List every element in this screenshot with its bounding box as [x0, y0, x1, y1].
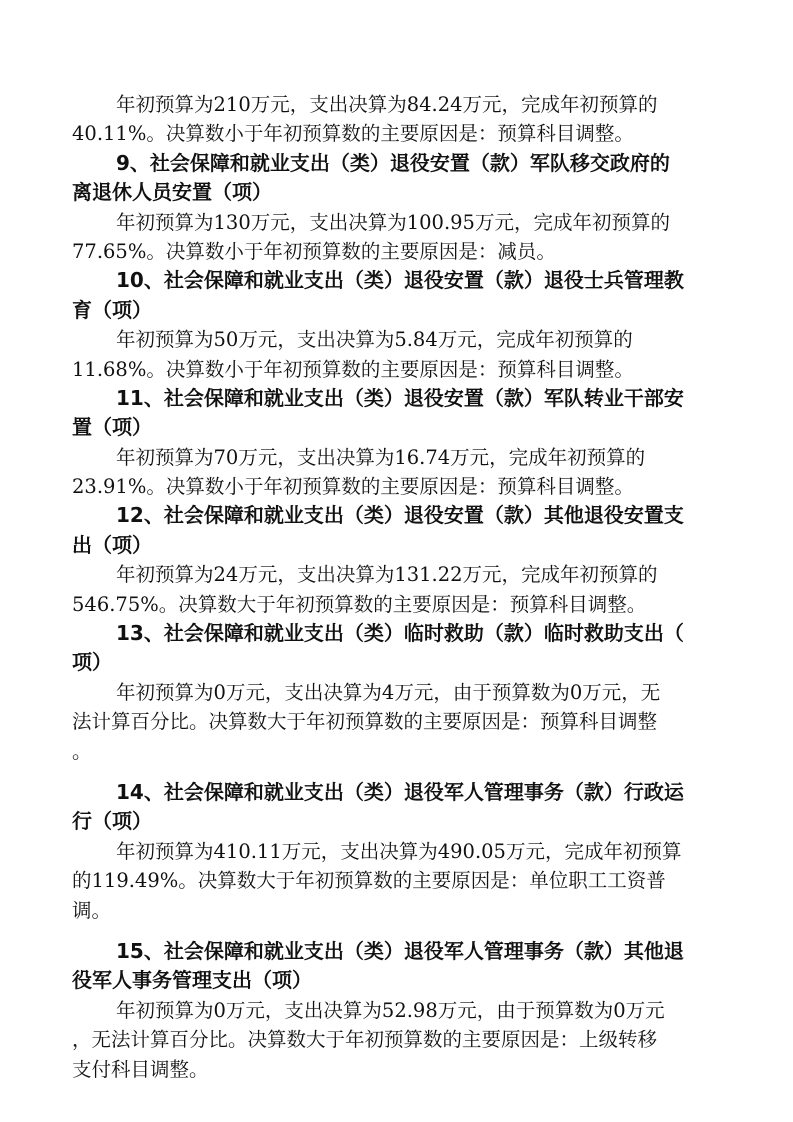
item-13-heading-line-2: 项）	[72, 650, 112, 675]
item-13-heading-line-1: 13、社会保障和就业支出（类）临时救助（款）临时救助支出（	[116, 621, 684, 646]
item-11-heading-line-1: 11、社会保障和就业支出（类）退役安置（款）军队转业干部安	[116, 385, 684, 410]
item-15-body-line-1: 年初预算为0万元，支出决算为52.98万元，由于预算数为0万元	[116, 998, 665, 1022]
item-14-heading-line-2: 行（项）	[72, 809, 152, 834]
item-11-heading-line-2: 置（项）	[72, 415, 152, 440]
item-14-body-line-3: 调。	[72, 898, 112, 922]
item-12-heading-line-1: 12、社会保障和就业支出（类）退役安置（款）其他退役安置支	[116, 503, 684, 528]
item-15-heading-line-2: 役军人事务管理支出（项）	[72, 968, 312, 993]
paragraph-gap	[72, 925, 722, 937]
intro-line-1: 年初预算为210万元，支出决算为84.24万元，完成年初预算的	[116, 93, 658, 116]
item-10-heading-line-1: 10、社会保障和就业支出（类）退役安置（款）退役士兵管理教	[116, 268, 684, 293]
item-15-body-line-2: ，无法计算百分比。决算数大于年初预算数的主要原因是：上级转移	[72, 1028, 658, 1052]
item-12-heading-line-2: 出（项）	[72, 532, 152, 557]
item-13-body-line-3: 。	[72, 739, 92, 763]
item-9-body-line-2: 77.65%。决算数小于年初预算数的主要原因是：减员。	[72, 239, 556, 263]
item-9-heading-line-1: 9、社会保障和就业支出（类）退役安置（款）军队移交政府的	[116, 150, 670, 175]
item-10-body-line-1: 年初预算为50万元，支出决算为5.84万元，完成年初预算的	[116, 328, 633, 352]
item-11-body-line-2: 23.91%。决算数小于年初预算数的主要原因是：预算科目调整。	[72, 475, 634, 499]
item-14-body-line-2: 的119.49%。决算数大于年初预算数的主要原因是：单位职工工资普	[72, 869, 666, 893]
item-15-body-line-3: 支付科目调整。	[72, 1057, 209, 1081]
item-10-body-line-2: 11.68%。决算数小于年初预算数的主要原因是：预算科目调整。	[72, 357, 634, 381]
item-15-heading-line-1: 15、社会保障和就业支出（类）退役军人管理事务（款）其他退	[116, 938, 684, 963]
item-14-heading-line-1: 14、社会保障和就业支出（类）退役军人管理事务（款）行政运	[116, 779, 684, 804]
item-14-body-line-1: 年初预算为410.11万元，支出决算为490.05万元，完成年初预算	[116, 839, 682, 863]
item-9-body-line-1: 年初预算为130万元，支出决算为100.95万元，完成年初预算的	[116, 210, 670, 234]
item-10-heading-line-2: 育（项）	[72, 297, 152, 322]
item-12-body-line-1: 年初预算为24万元，支出决算为131.22万元，完成年初预算的	[116, 563, 658, 587]
item-12-body-line-2: 546.75%。决算数大于年初预算数的主要原因是：预算科目调整。	[72, 592, 647, 616]
item-13-body-line-2: 法计算百分比。决算数大于年初预算数的主要原因是：预算科目调整	[72, 710, 658, 734]
item-11-body-line-1: 年初预算为70万元，支出决算为16.74万元，完成年初预算的	[116, 445, 646, 469]
item-13-body-line-1: 年初预算为0万元，支出决算为4万元，由于预算数为0万元，无	[116, 680, 661, 704]
intro-line-2: 40.11%。决算数小于年初预算数的主要原因是：预算科目调整。	[72, 122, 634, 146]
document-page	[72, 90, 722, 1084]
item-9-heading-line-2: 离退休人员安置（项）	[72, 180, 272, 205]
paragraph-gap	[72, 766, 722, 778]
